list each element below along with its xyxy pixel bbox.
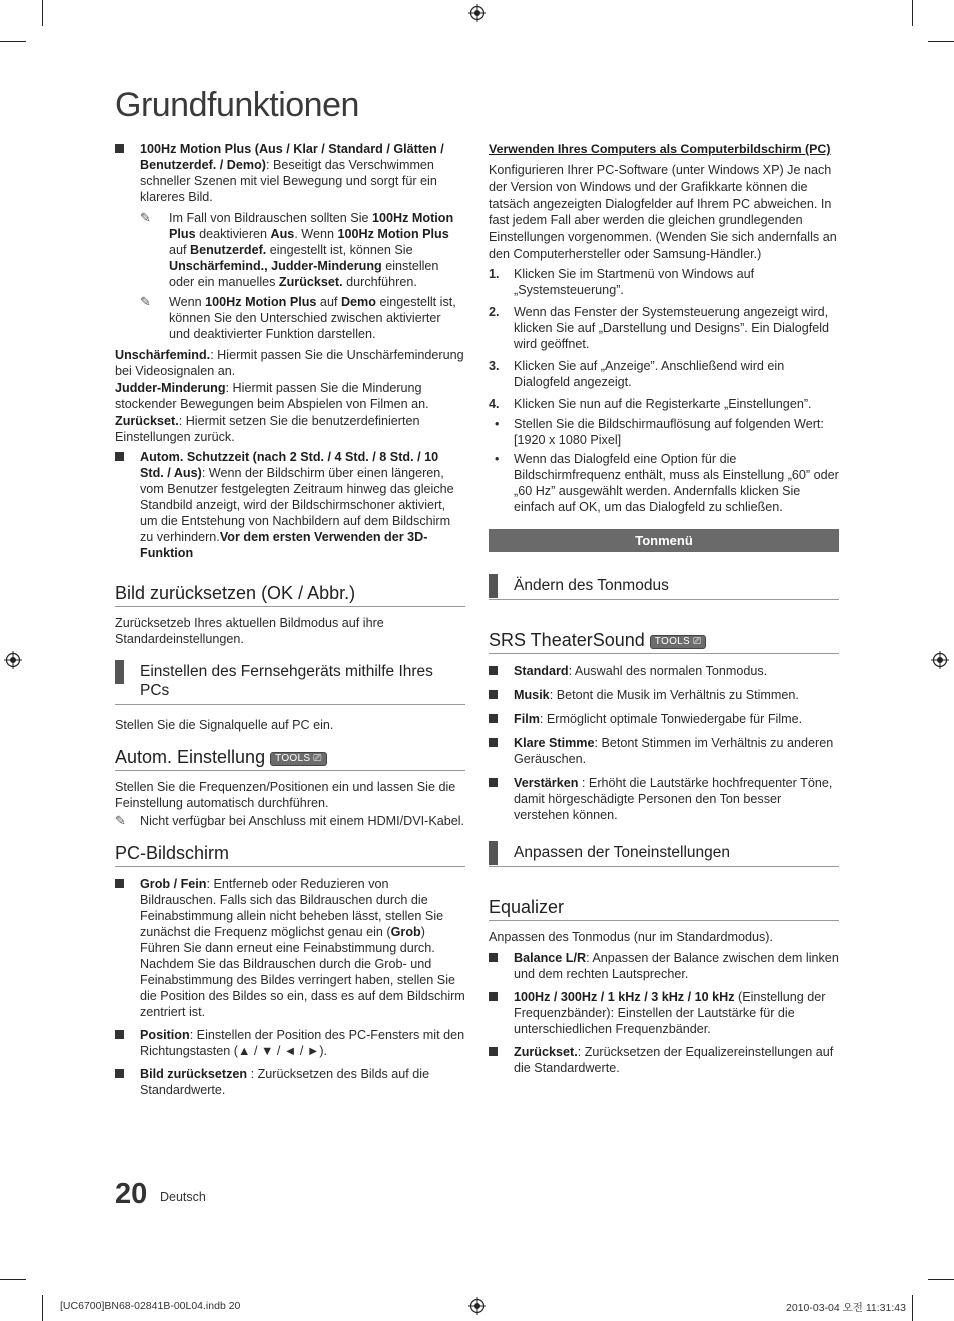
subsection-heading bbox=[115, 660, 465, 705]
square-bullet-icon bbox=[115, 1030, 124, 1039]
item-text: : Betont die Musik im Verhältnis zu Stimmen. bbox=[549, 687, 799, 702]
item-label: Film bbox=[514, 711, 540, 726]
tools-icon: ⎚ bbox=[313, 753, 322, 764]
crop-mark bbox=[0, 41, 26, 42]
item-label: Bild zurücksetzen bbox=[140, 1067, 248, 1081]
left-column bbox=[115, 141, 465, 1098]
step-number: 1. bbox=[489, 266, 500, 281]
registration-mark-icon bbox=[468, 4, 486, 22]
item-text: : Beseitigt das Verschwimmen schneller Szenen mit viel Bewegung und sorgt für ein klareres Bild. bbox=[140, 158, 437, 204]
step-text: Klicken Sie auf „Anzeige”. Anschließend wird ein Dialogfeld angezeigt. bbox=[514, 358, 785, 389]
language-label: Deutsch bbox=[160, 1190, 206, 1204]
item-text: : Einstellen der Position des PC-Fensters mit den Richtungstasten (▲ / ▼ / ◄ / ►). bbox=[140, 1028, 465, 1058]
list-item bbox=[489, 711, 839, 727]
square-bullet-icon bbox=[489, 690, 498, 699]
step-number: 3. bbox=[489, 358, 500, 373]
tools-label: TOOLS bbox=[275, 753, 311, 764]
sub-item bbox=[115, 347, 465, 379]
section-bar: Tonmenü bbox=[489, 529, 839, 552]
dot-bullet: • bbox=[495, 416, 500, 431]
item-text: : Hiermit passen Sie die Minderung stockender Bewegungen beim Abspielen von Filmen an. bbox=[115, 381, 429, 411]
note-text: deaktivieren bbox=[195, 227, 271, 241]
list-item bbox=[489, 950, 839, 982]
list-item bbox=[489, 989, 839, 1037]
srs-list bbox=[489, 663, 839, 823]
item-label: Standard bbox=[514, 663, 569, 678]
list-item bbox=[115, 449, 465, 561]
dot-bullet: • bbox=[495, 451, 500, 466]
crop-mark bbox=[912, 1295, 913, 1321]
item-text: : Ermöglicht optimale Tonwiedergabe für Filme. bbox=[539, 711, 803, 726]
note-text: Nicht verfügbar bei Anschluss mit einem HDMI/DVI-Kabel. bbox=[140, 814, 465, 828]
paragraph: Anpassen des Tonmodus (nur im Standardmodus). bbox=[489, 929, 773, 944]
note bbox=[115, 813, 465, 829]
list-item bbox=[489, 775, 839, 823]
note-bold: Zurückset. bbox=[278, 275, 343, 289]
heading-text: Autom. Einstellung bbox=[115, 747, 266, 767]
item-label: Verstärken bbox=[514, 775, 579, 790]
numbered-step bbox=[489, 396, 839, 412]
numbered-list bbox=[489, 266, 839, 412]
note-bold: 100Hz Motion Plus bbox=[205, 295, 317, 309]
step-text: Wenn das Fenster der Systemsteuerung angezeigt wird, klicken Sie auf „Darstellung und Designs”. Ein Dialogfeld wird geöffnet. bbox=[514, 304, 830, 351]
crop-mark bbox=[42, 1295, 43, 1321]
heading-text: Anpassen der Toneinstellungen bbox=[514, 843, 731, 861]
numbered-step bbox=[489, 358, 839, 390]
item-label: Judder-Minderung bbox=[115, 381, 226, 395]
crop-mark bbox=[42, 0, 43, 26]
dot-list bbox=[489, 416, 839, 515]
subheading-text: Verwenden Ihres Computers als Computerbildschirm (PC) bbox=[489, 142, 831, 156]
dot-item bbox=[489, 416, 839, 448]
item-label: 100Hz Motion Plus (Aus / Klar / Standard / Glätten / Benutzerdef. / Demo) bbox=[140, 142, 444, 172]
note bbox=[140, 294, 465, 342]
item-label: Musik bbox=[514, 687, 550, 702]
item-text: : Hiermit setzen Sie die benutzerdefinierten Einstellungen zurück. bbox=[115, 414, 420, 444]
note-bold: Aus bbox=[270, 227, 295, 241]
square-bullet-icon bbox=[489, 714, 498, 723]
list-item bbox=[115, 1066, 465, 1098]
note-text: auf bbox=[316, 295, 341, 309]
subsection-heading bbox=[489, 841, 839, 867]
tools-icon: ⎚ bbox=[693, 635, 702, 647]
item-text: ) Führen Sie dann erneut eine Feinabstimmung durch. Nachdem Sie das Bildrauschen durch die Grob- und Feinabstimmung des Bildes verringert haben, stellen Sie die Position des Bildes so ein, dass es auf dem Bildschirm zentriert ist. bbox=[140, 925, 465, 1019]
subheading bbox=[489, 141, 839, 157]
note-bold: 100Hz Motion Plus bbox=[337, 227, 449, 241]
right-column bbox=[489, 141, 839, 1076]
heading-bar-icon bbox=[115, 660, 124, 684]
heading-text: Ändern des Tonmodus bbox=[514, 576, 669, 594]
item-label: Unschärfemind. bbox=[115, 348, 211, 362]
heading-text: Einstellen des Fernsehgeräts mithilfe Ihres PCs bbox=[140, 663, 433, 699]
step-number: 2. bbox=[489, 304, 500, 319]
page-number: 20 bbox=[115, 1178, 148, 1210]
square-bullet-icon bbox=[115, 144, 124, 153]
pencil-note-icon: ✎ bbox=[140, 210, 151, 225]
paragraph: Stellen Sie die Signalquelle auf PC ein. bbox=[115, 718, 334, 732]
item-text: : Auswahl des normalen Tonmodus. bbox=[568, 663, 768, 678]
section-heading bbox=[115, 747, 465, 771]
dot-item bbox=[489, 451, 839, 515]
square-bullet-icon bbox=[115, 1069, 124, 1078]
square-bullet-icon bbox=[115, 879, 124, 888]
item-text: : Hiermit passen Sie die Unschärfeminderung bei Videosignalen an. bbox=[115, 348, 464, 378]
list-item bbox=[489, 687, 839, 703]
square-bullet-icon bbox=[489, 666, 498, 675]
section-heading bbox=[489, 630, 839, 654]
square-bullet-icon bbox=[489, 992, 498, 1001]
note bbox=[140, 210, 465, 290]
item-text: : Entferneb oder Reduzieren von Bildrauschen. Falls sich das Bildrauschen durch die Feinabstimmung allein nicht beheben lässt, stellen Sie zunächst die Frequenz möglichst genau ein ( bbox=[140, 877, 444, 939]
step-text: Klicken Sie im Startmenü von Windows auf „Systemsteuerung”. bbox=[514, 266, 755, 297]
item-label: Autom. Schutzzeit (nach 2 Std. / 4 Std. / 8 Std. / 10 Std. / Aus) bbox=[140, 450, 439, 480]
item-label: Grob / Fein bbox=[140, 877, 207, 891]
list-item bbox=[115, 876, 465, 1020]
item-bold: Vor dem ersten Verwenden der 3D-Funktion bbox=[140, 530, 428, 560]
note-text: eingestellt ist, können Sie den Unterschied zwischen aktivierter und deaktivierter Funktion darstellen. bbox=[169, 295, 456, 341]
crop-mark bbox=[0, 1279, 26, 1280]
item-label: Zurückset. bbox=[115, 414, 179, 428]
note-bold: Benutzerdef. bbox=[190, 243, 267, 257]
pencil-note-icon: ✎ bbox=[115, 813, 126, 828]
note-bold: Unschärfemind., Judder-Minderung bbox=[169, 259, 382, 273]
step-number: 4. bbox=[489, 396, 500, 411]
paragraph: Stellen Sie die Frequenzen/Positionen ein und lassen Sie die Feinstellung automatisch durchführen. bbox=[115, 780, 456, 810]
sub-item bbox=[115, 413, 465, 445]
item-label: Balance L/R bbox=[514, 950, 587, 965]
note-text: einstellen oder ein manuelles bbox=[169, 259, 439, 289]
footer-timestamp: 2010-03-04 오전 11:31:43 bbox=[786, 1302, 906, 1314]
list-item bbox=[115, 141, 465, 205]
item-text: (Einstellung der Frequenzbänder): Einstellen der Lautstärke für die unterschiedlichen Frequenzbänder. bbox=[514, 989, 826, 1036]
dot-text: Wenn das Dialogfeld eine Option für die Bildschirmfrequenz enthält, muss als Einstellung „60” oder „60 Hz” ausgewählt werden. Andernfalls klicken Sie einfach auf OK, um das Dialogfeld zu schließen. bbox=[514, 451, 839, 514]
step-text: Klicken Sie nun auf die Registerkarte „Einstellungen”. bbox=[514, 396, 812, 411]
item-text: : Zurücksetzen des Bilds auf die Standardwerte. bbox=[140, 1067, 430, 1097]
list-item bbox=[489, 1044, 839, 1076]
numbered-step bbox=[489, 266, 839, 298]
section-heading: Bild zurücksetzen (OK / Abbr.) bbox=[115, 583, 465, 607]
square-bullet-icon bbox=[115, 452, 124, 461]
section-heading: PC-Bildschirm bbox=[115, 843, 465, 867]
square-bullet-icon bbox=[489, 953, 498, 962]
tools-badge bbox=[650, 635, 707, 649]
square-bullet-icon bbox=[489, 1047, 498, 1056]
item-bold: Grob bbox=[390, 925, 421, 939]
note-text: Im Fall von Bildrauschen sollten Sie bbox=[169, 211, 372, 225]
note-bold: 100Hz Motion Plus bbox=[169, 211, 454, 241]
note-text: Wenn bbox=[169, 295, 206, 309]
paragraph: Zurücksetzeb Ihres aktuellen Bildmodus auf ihre Standardeinstellungen. bbox=[115, 616, 384, 646]
heading-text: SRS TheaterSound bbox=[489, 629, 645, 650]
crop-mark bbox=[912, 0, 913, 26]
crop-mark bbox=[928, 1279, 954, 1280]
heading-bar-icon bbox=[489, 574, 498, 598]
crop-mark bbox=[928, 41, 954, 42]
note-text: durchführen. bbox=[342, 275, 417, 289]
square-bullet-icon bbox=[489, 778, 498, 787]
tools-label: TOOLS bbox=[654, 635, 691, 647]
note-bold: Demo bbox=[340, 295, 376, 309]
item-text: : Anpassen der Balance zwischen dem linken und dem rechten Lautsprecher. bbox=[514, 950, 839, 981]
item-label: Zurückset. bbox=[514, 1044, 578, 1059]
item-label: Position bbox=[140, 1028, 190, 1042]
numbered-step bbox=[489, 304, 839, 352]
item-text: : Wenn der Bildschirm über einen längeren, vom Benutzer festgelegten Zeitraum hinweg das gleiche Standbild anzeigt, wird der Bildschirmschoner aktiviert, um die Entstehung von Nachbildern auf dem Bildschirm zu verhindern. bbox=[140, 466, 454, 544]
item-text: : Erhöht die Lautstärke hochfrequenter Töne, damit hörgeschädigte Personen den Ton besser verstehen können. bbox=[514, 775, 833, 822]
dot-text: Stellen Sie die Bildschirmauflösung auf folgenden Wert: [1920 x 1080 Pixel] bbox=[514, 416, 824, 447]
registration-mark-icon bbox=[468, 1297, 486, 1315]
subsection-heading bbox=[489, 574, 839, 600]
heading-bar-icon bbox=[489, 841, 498, 865]
item-text: : Betont Stimmen im Verhältnis zu anderen Geräuschen. bbox=[514, 735, 834, 766]
note-text: . Wenn bbox=[294, 227, 338, 241]
paragraph: Konfigurieren Ihrer PC-Software (unter Windows XP) Je nach der Version von Windows und der Grafikkarte können die tatsäch angezeigten Dialogfelder auf Ihrem PC abweichen. In fast jedem Fall aber werden die gleichen grundlegenden Einstellungen vorgenommen. (Wenden Sie sich andernfalls an den Computerhersteller oder Samsung-Händler.) bbox=[489, 163, 837, 261]
page-title: Grundfunktionen bbox=[115, 86, 359, 124]
registration-mark-icon bbox=[4, 651, 22, 669]
item-label: 100Hz / 300Hz / 1 kHz / 3 kHz / 10 kHz bbox=[514, 989, 735, 1004]
registration-mark-icon bbox=[931, 651, 949, 669]
note-text: auf bbox=[169, 243, 191, 257]
tools-badge bbox=[270, 752, 327, 766]
list-item bbox=[115, 1027, 465, 1059]
pencil-note-icon: ✎ bbox=[140, 294, 151, 309]
note-text: eingestellt ist, können Sie bbox=[266, 243, 413, 257]
sub-item bbox=[115, 380, 465, 412]
item-text: : Zurücksetzen der Equalizereinstellungen auf die Standardwerte. bbox=[514, 1044, 834, 1075]
list-item bbox=[489, 735, 839, 767]
section-heading: Equalizer bbox=[489, 897, 839, 921]
item-label: Klare Stimme bbox=[514, 735, 595, 750]
list-item bbox=[489, 663, 839, 679]
square-bullet-icon bbox=[489, 738, 498, 747]
equalizer-list bbox=[489, 950, 839, 1076]
footer-file: [UC6700]BN68-02841B-00L04.indb 20 bbox=[60, 1300, 241, 1312]
